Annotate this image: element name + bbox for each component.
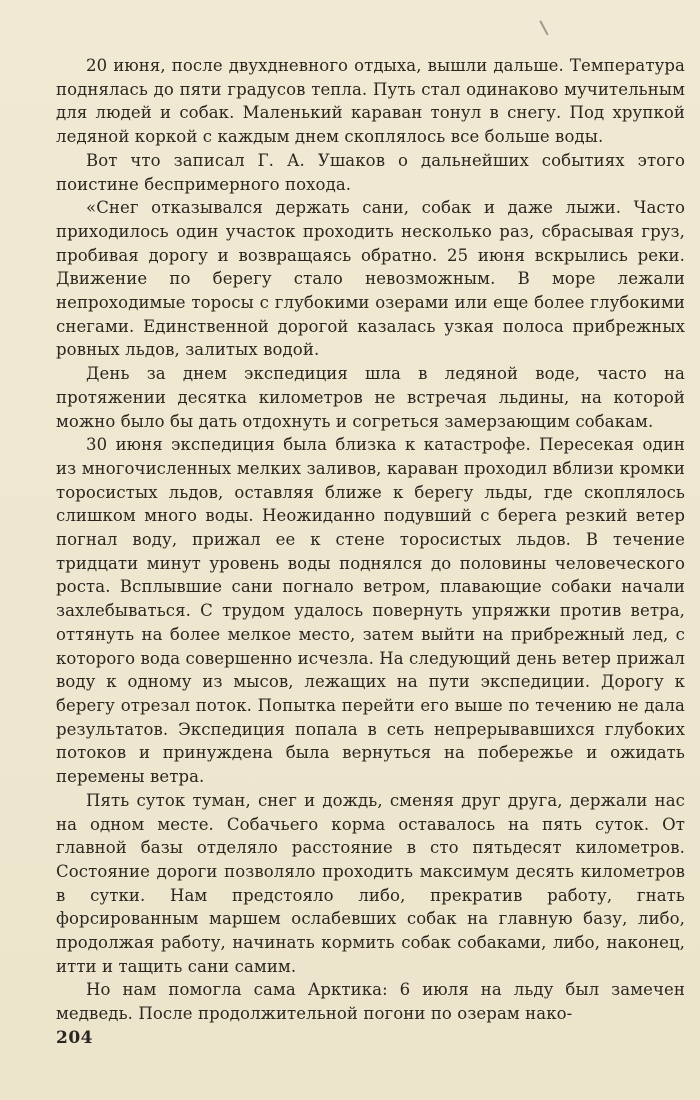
body-text [56, 54, 685, 1026]
page-number: 204 [56, 1028, 93, 1048]
paragraph: 20 июня, после двухдневного отдыха, вышли дальше. Температура поднялась до пяти градусов тепла. Путь стал одинаково мучительным для людей и собак. Маленький караван тонул в снегу. Под хрупкой ледяной коркой с каждым днем скоплялось все больше воды. [56, 56, 685, 147]
paragraph: 30 июня экспедиция была близка к катастрофе. Пересекая один из многочисленных мелких заливов, караван проходил вблизи кромки торосистых льдов, оставляя ближе к берегу льды, где скоплялось слишком много воды. Неожиданно подувший с берега резкий ветер погнал воду, прижал ее к стене торосистых льдов. В течение тридцати минут уровень воды поднялся до половины человеческого роста. Всплывшие сани погнало ветром, плавающие собаки начали захлебываться. С трудом удалось повернуть упряжки против ветра, оттянуть на более мелкое место, затем выйти на прибрежный лед, с которого вода совершенно исчезла. На следующий день ветер прижал воду к одному из мысов, лежащих на пути экспедиции. Дорогу к берегу отрезал поток. Попытка перейти его выше по течению не дала результатов. Экспедиция попала в сеть непрерывавшихся глубоких потоков и принуждена была вернуться на побережье и ожидать перемены ветра. [56, 435, 686, 787]
paragraph: Вот что записал Г. А. Ушаков о дальнейших событиях этого поистине беспримерного похода. [56, 150, 685, 194]
paragraph: Пять суток туман, снег и дождь, сменяя друг друга, держали нас на одном месте. Собачьего корма оставалось на пять суток. От главной базы отделяло расстояние в сто пятьдесят километров. Состояние дороги позволяло проходить максимум десять километров в сутки. Нам предстояло либо, прекратив работу, гнать форсированным маршем ослабевших собак на главную базу, либо, продолжая работу, начинать кормить собак собаками, либо, наконец, итти и тащить сани самим. [56, 790, 685, 976]
paragraph: «Снег отказывался держать сани, собак и даже лыжи. Часто приходилось один участок проходить несколько раз, сбрасывая груз, пробивая дорогу и возвращаясь обратно. 25 июня вскрылись реки. Движение по берегу стало невозможным. В море лежали непроходимые торосы с глубокими озерами или еще более глубокими снегами. Единственной дорогой казалась узкая полоса прибрежных ровных льдов, залитых водой. [56, 198, 685, 360]
paragraph: День за днем экспедиция шла в ледяной воде, часто на протяжении десятка километров не встречая льдины, на которой можно было бы дать отдохнуть и согреться замерзающим собакам. [56, 364, 685, 431]
page-speck [539, 21, 548, 36]
paragraph: Но нам помогла сама Арктика: 6 июля на льду был замечен медведь. После продолжительной погони по озерам нако- [56, 980, 685, 1024]
